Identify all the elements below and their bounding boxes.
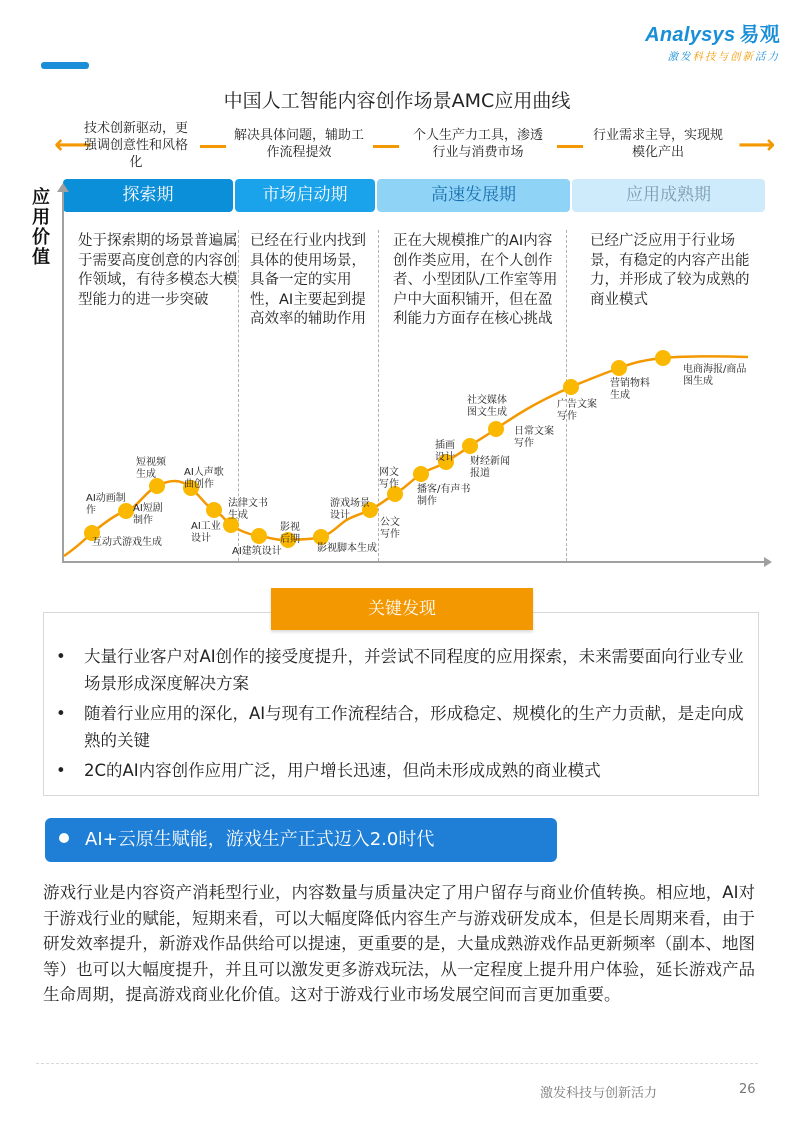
arrow-left-icon: ⟵ — [54, 130, 92, 160]
point-label: 财经新闻报道 — [470, 456, 510, 479]
chart-title: 中国人工智能内容创作场景AMC应用曲线 — [223, 90, 571, 112]
point-label: AI工业设计 — [191, 521, 221, 544]
page-number: 26 — [739, 1082, 756, 1097]
point-label: 短视频生成 — [136, 457, 166, 480]
key-findings-title: 关键发现 — [271, 588, 533, 630]
phase-mature: 应用成熟期 — [572, 179, 765, 212]
point-label: AI动画制作 — [86, 493, 126, 516]
tagline-part: 与 — [717, 51, 730, 63]
y-axis-label: 应用价值 — [32, 187, 50, 268]
logo-cn: 易观 — [739, 24, 780, 46]
bullet-icon: • — [56, 761, 66, 780]
point-label: AI人声歌曲创作 — [184, 467, 224, 490]
section-banner — [45, 818, 557, 862]
point-label: 影视脚本生成 — [317, 543, 377, 554]
arrow-right-icon: ⟶ — [738, 130, 776, 160]
section-title: AI+云原生赋能，游戏生产正式迈入2.0时代 — [85, 829, 435, 850]
driver-exploration: 技术创新驱动，更强调创意性和风格化 — [83, 121, 188, 170]
key-findings-list — [53, 643, 753, 787]
point-label: 广告文案写作 — [557, 399, 597, 422]
point-label: 网文写作 — [379, 467, 399, 490]
footer-slogan: 激发科技与创新活力 — [540, 1086, 658, 1101]
finding-item — [53, 643, 753, 697]
bullet-icon: • — [56, 647, 66, 666]
phase-description-growth: 正在大规模推广的AI内容创作类应用，在个人创作者、小型团队/工作室等用户中大面积铺开，但在盈利能力方面存在核心挑战 — [393, 233, 558, 327]
tagline-part: 活力 — [755, 51, 780, 63]
point-label: 公文写作 — [380, 517, 400, 540]
driver-launch: 解决具体问题，辅助工作流程提效 — [234, 128, 365, 160]
finding-text: 随着行业应用的深化，AI与现有工作流程结合，形成稳定、规模化的生产力贡献，是走向成熟的关键 — [84, 704, 744, 750]
point-label — [92, 537, 162, 549]
phase-description-exploration: 处于探索期的场景普遍属于需要高度创意的内容创作领域，有待多模态大模型能力的进一步突破 — [78, 233, 238, 308]
section-body-text: 游戏行业是内容资产消耗型行业，内容数量与质量决定了用户留存与商业价值转换。相应地，AI对于游戏行业的赋能，短期来看，可以大幅度降低内容生产与游戏研发成本，但是长周期来看，由于研发效率提升，新游戏作品供给可以提速，更重要的是，大量成熟游戏作品更新频率（副本、地图等）也可以大幅度提升，并且可以激发更多游戏玩法，从一定程度上提升用户体验，延长游戏产品生命周期，提高游戏商业化价值。这对于游戏行业市场发展空间而言更加重要。 — [43, 883, 755, 1004]
point-label: 社交媒体图文生成 — [467, 395, 507, 418]
bullet-dot-icon — [59, 833, 69, 843]
label-text: 互动式游戏生成 — [92, 537, 162, 548]
phase-description-launch: 已经在行业内找到具体的使用场景，具备一定的实用性，AI主要起到提高效率的辅助作用 — [250, 233, 366, 327]
point-label: 影视后期 — [280, 522, 300, 545]
tagline-part: 激发 — [667, 51, 693, 63]
phase-rapid-growth: 高速发展期 — [377, 179, 570, 212]
point-label: AI短剧制作 — [133, 503, 163, 526]
finding-item — [53, 700, 753, 754]
tagline-part: 科技 — [692, 51, 718, 63]
logo-en: Analysys — [645, 24, 736, 46]
point-label: 营销物料生成 — [610, 378, 650, 401]
point-label: 电商海报/商品图生成 — [683, 364, 747, 387]
tagline-part: 创新 — [730, 51, 755, 63]
phase-market-launch: 市场启动期 — [235, 179, 375, 212]
point-label: AI建筑设计 — [232, 546, 282, 557]
finding-item — [53, 757, 753, 784]
driver-growth: 个人生产力工具，渗透行业与消费市场 — [412, 128, 543, 160]
point-label: 插画设计 — [435, 440, 455, 463]
bullet-icon: • — [56, 704, 66, 723]
point-label: 日常文案写作 — [514, 426, 554, 449]
driver-mature: 行业需求主导，实现规模化产出 — [592, 128, 723, 160]
curve-points — [84, 350, 671, 548]
finding-text: 大量行业客户对AI创作的接受度提升，并尝试不同程度的应用探索，未来需要面向行业专业场景形成深度解决方案 — [84, 647, 744, 693]
phase-description-mature: 已经广泛应用于行业场景，有稳定的内容产出能力，并形成了较为成熟的商业模式 — [590, 233, 750, 308]
point-label: 法律文书生成 — [228, 498, 268, 521]
footer-divider — [36, 1063, 758, 1064]
finding-text: 2C的AI内容创作应用广泛，用户增长迅速，但尚未形成成熟的商业模式 — [84, 761, 601, 780]
point-label: 游戏场景设计 — [330, 498, 370, 521]
point-label: 播客/有声书制作 — [417, 484, 471, 507]
phase-exploration: 探索期 — [63, 179, 233, 212]
